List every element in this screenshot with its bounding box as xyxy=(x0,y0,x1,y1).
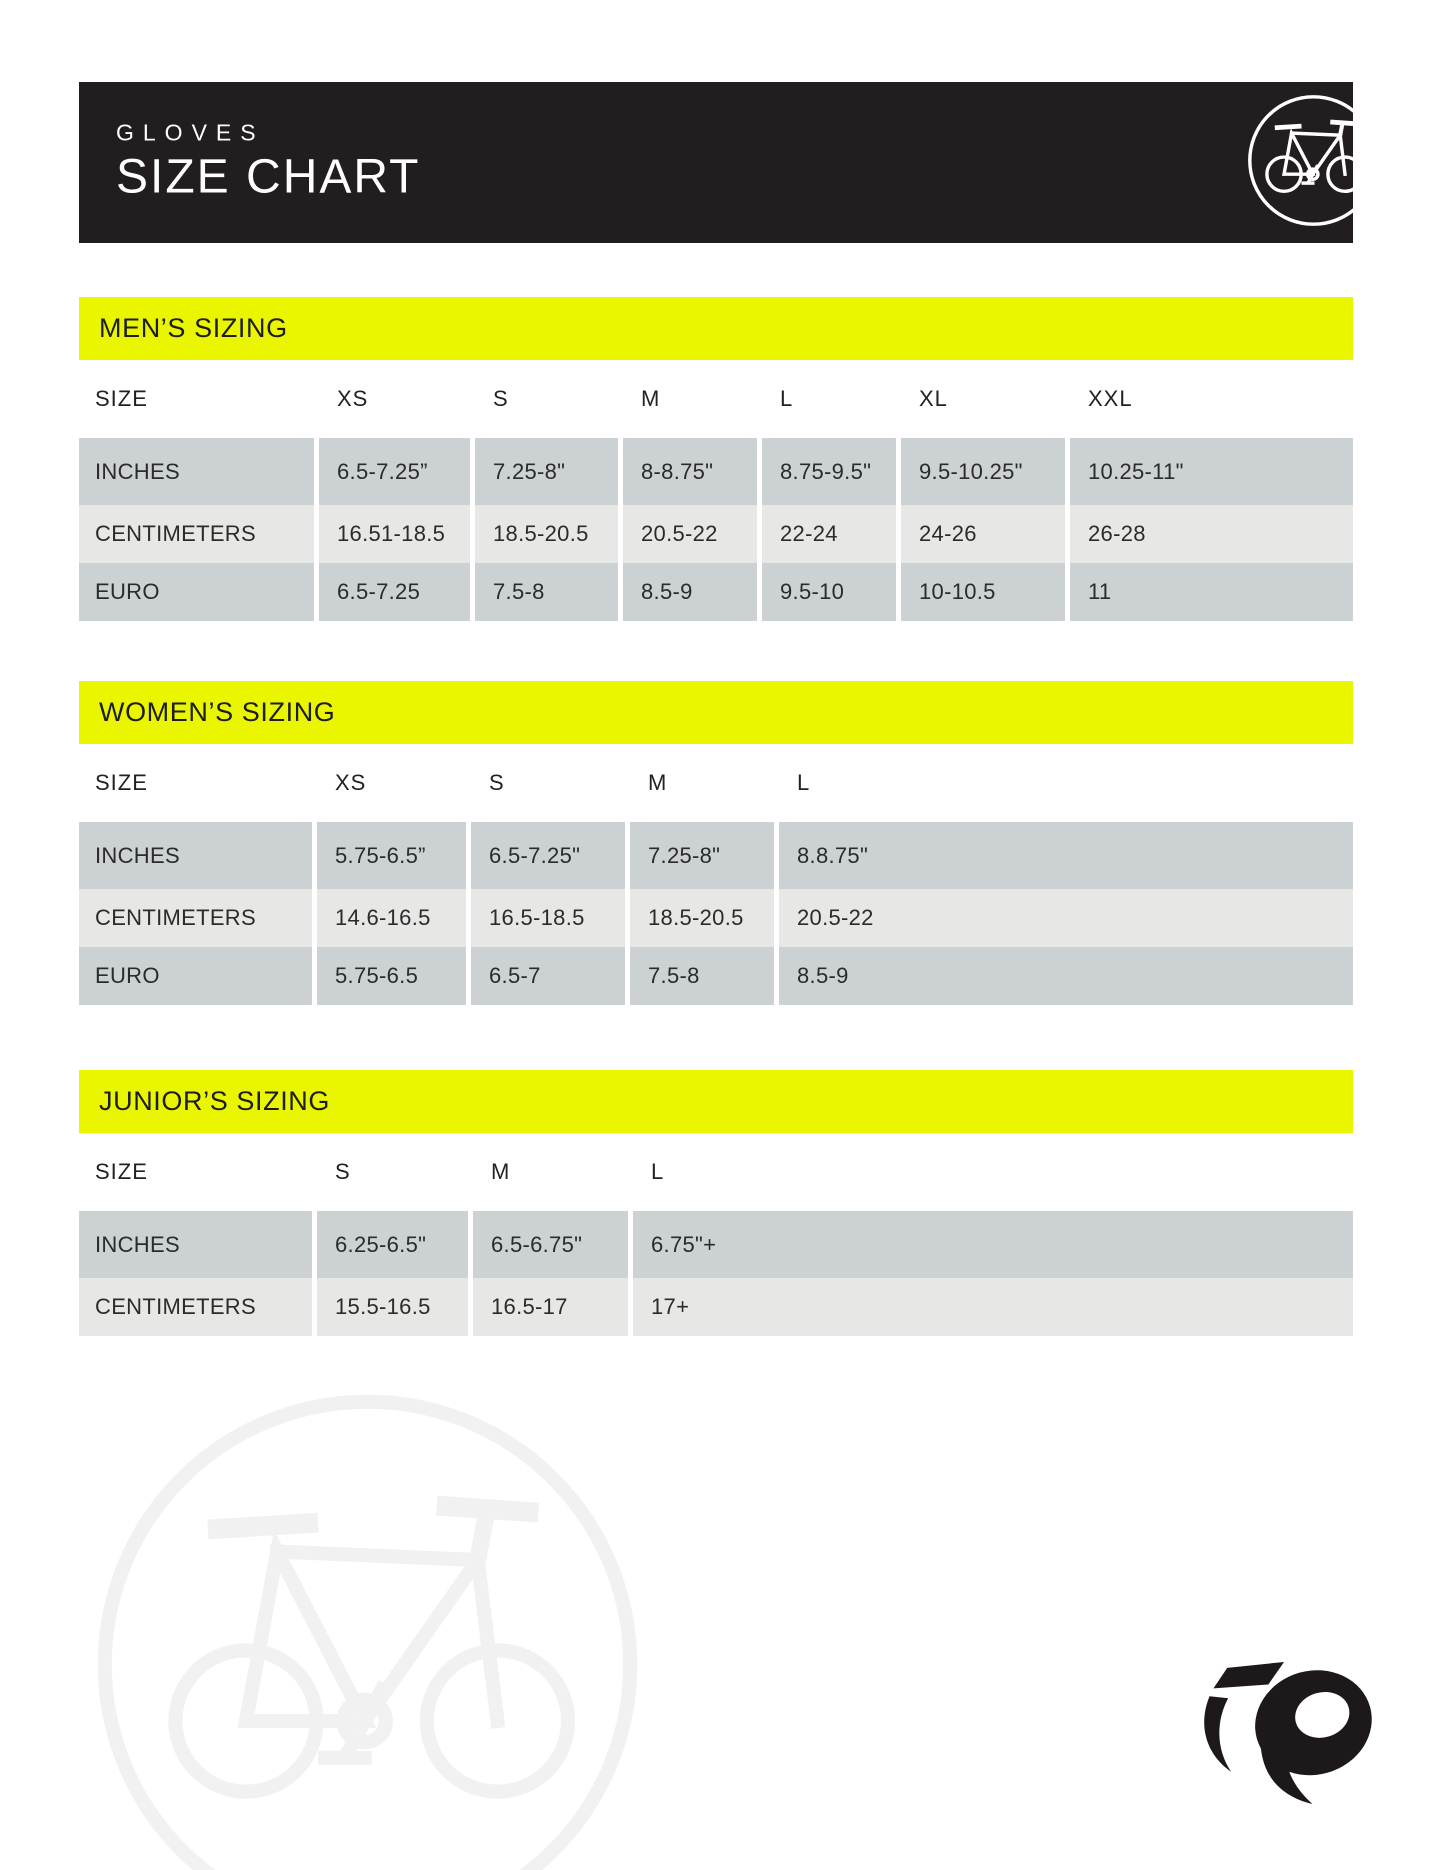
mens-sizing-section xyxy=(79,297,1353,621)
cell-value: 7.5-8 xyxy=(630,947,774,1005)
column-header-l: L xyxy=(780,386,794,411)
cell-value: 8.75-9.5" xyxy=(762,438,896,505)
header-text-block xyxy=(116,118,421,203)
table-body xyxy=(79,438,1353,621)
table-row-inches xyxy=(79,1211,1353,1278)
column-header-m: M xyxy=(491,1159,511,1184)
cell-value: 8.5-9 xyxy=(779,947,1353,1005)
section-title: WOMEN’S SIZING xyxy=(99,697,336,727)
cell-value: 7.25-8" xyxy=(475,438,618,505)
table-row-centimeters xyxy=(79,1278,1353,1336)
section-title-bar xyxy=(79,1070,1353,1133)
row-label: INCHES xyxy=(79,822,312,889)
pearl-izumi-logo-icon xyxy=(1188,1658,1384,1810)
cell-value: 6.5-7.25” xyxy=(319,438,470,505)
column-header-xxl: XXL xyxy=(1088,386,1133,411)
table-row-inches xyxy=(79,822,1353,889)
cell-value: 6.75"+ xyxy=(633,1211,1353,1278)
size-label: SIZE xyxy=(95,386,148,411)
cell-value: 24-26 xyxy=(901,505,1065,563)
cell-value: 16.5-18.5 xyxy=(471,889,625,947)
size-label: SIZE xyxy=(95,1159,148,1184)
cell-value: 6.5-6.75" xyxy=(473,1211,628,1278)
header-banner xyxy=(79,82,1353,243)
table-row-inches xyxy=(79,438,1353,505)
row-label: CENTIMETERS xyxy=(79,1278,312,1336)
cell-value: 7.5-8 xyxy=(475,563,618,621)
column-header-xs: XS xyxy=(335,770,367,795)
column-header-s: S xyxy=(489,770,505,795)
cell-value: 10-10.5 xyxy=(901,563,1065,621)
table-row-euro xyxy=(79,563,1353,621)
size-header-row xyxy=(79,1133,1353,1211)
cell-value: 11 xyxy=(1070,563,1353,621)
cell-value: 18.5-20.5 xyxy=(475,505,618,563)
cell-value: 20.5-22 xyxy=(779,889,1353,947)
cell-value: 9.5-10 xyxy=(762,563,896,621)
size-label: SIZE xyxy=(95,770,148,795)
bicycle-circle-icon xyxy=(1245,92,1353,229)
cell-value: 7.25-8" xyxy=(630,822,774,889)
table-body xyxy=(79,1211,1353,1336)
column-header-m: M xyxy=(641,386,661,411)
row-label: CENTIMETERS xyxy=(79,889,312,947)
cell-value: 8.5-9 xyxy=(623,563,757,621)
table-body xyxy=(79,822,1353,1005)
row-label: INCHES xyxy=(79,438,314,505)
table-row-centimeters xyxy=(79,889,1353,947)
row-label: EURO xyxy=(79,947,312,1005)
cell-value: 20.5-22 xyxy=(623,505,757,563)
cell-value: 6.5-7.25 xyxy=(319,563,470,621)
cell-value: 8.8.75" xyxy=(779,822,1353,889)
row-label: CENTIMETERS xyxy=(79,505,314,563)
bicycle-watermark-icon xyxy=(85,1382,650,1870)
cell-value: 16.5-17 xyxy=(473,1278,628,1336)
cell-value: 6.5-7 xyxy=(471,947,625,1005)
cell-value: 16.51-18.5 xyxy=(319,505,470,563)
section-title: JUNIOR’S SIZING xyxy=(99,1086,331,1116)
column-header-l: L xyxy=(797,770,811,795)
cell-value: 22-24 xyxy=(762,505,896,563)
section-title-bar xyxy=(79,297,1353,360)
cell-value: 26-28 xyxy=(1070,505,1353,563)
column-header-s: S xyxy=(493,386,509,411)
row-label: INCHES xyxy=(79,1211,312,1278)
column-header-m: M xyxy=(648,770,668,795)
column-header-xs: XS xyxy=(337,386,369,411)
juniors-sizing-section xyxy=(79,1070,1353,1336)
size-header-row xyxy=(79,360,1353,438)
header-kicker: GLOVES xyxy=(116,118,265,145)
cell-value: 9.5-10.25" xyxy=(901,438,1065,505)
section-title-bar xyxy=(79,681,1353,744)
cell-value: 18.5-20.5 xyxy=(630,889,774,947)
cell-value: 6.25-6.5" xyxy=(317,1211,468,1278)
row-label: EURO xyxy=(79,563,314,621)
column-header-s: S xyxy=(335,1159,351,1184)
cell-value: 10.25-11" xyxy=(1070,438,1353,505)
cell-value: 5.75-6.5 xyxy=(317,947,466,1005)
cell-value: 15.5-16.5 xyxy=(317,1278,468,1336)
column-header-l: L xyxy=(651,1159,665,1184)
cell-value: 5.75-6.5” xyxy=(317,822,466,889)
section-title: MEN’S SIZING xyxy=(99,313,288,343)
size-header-row xyxy=(79,744,1353,822)
womens-sizing-section xyxy=(79,681,1353,1005)
cell-value: 17+ xyxy=(633,1278,1353,1336)
page-title: SIZE CHART xyxy=(116,149,421,203)
table-row-euro xyxy=(79,947,1353,1005)
cell-value: 6.5-7.25" xyxy=(471,822,625,889)
cell-value: 14.6-16.5 xyxy=(317,889,466,947)
column-header-xl: XL xyxy=(919,386,948,411)
table-row-centimeters xyxy=(79,505,1353,563)
cell-value: 8-8.75" xyxy=(623,438,757,505)
